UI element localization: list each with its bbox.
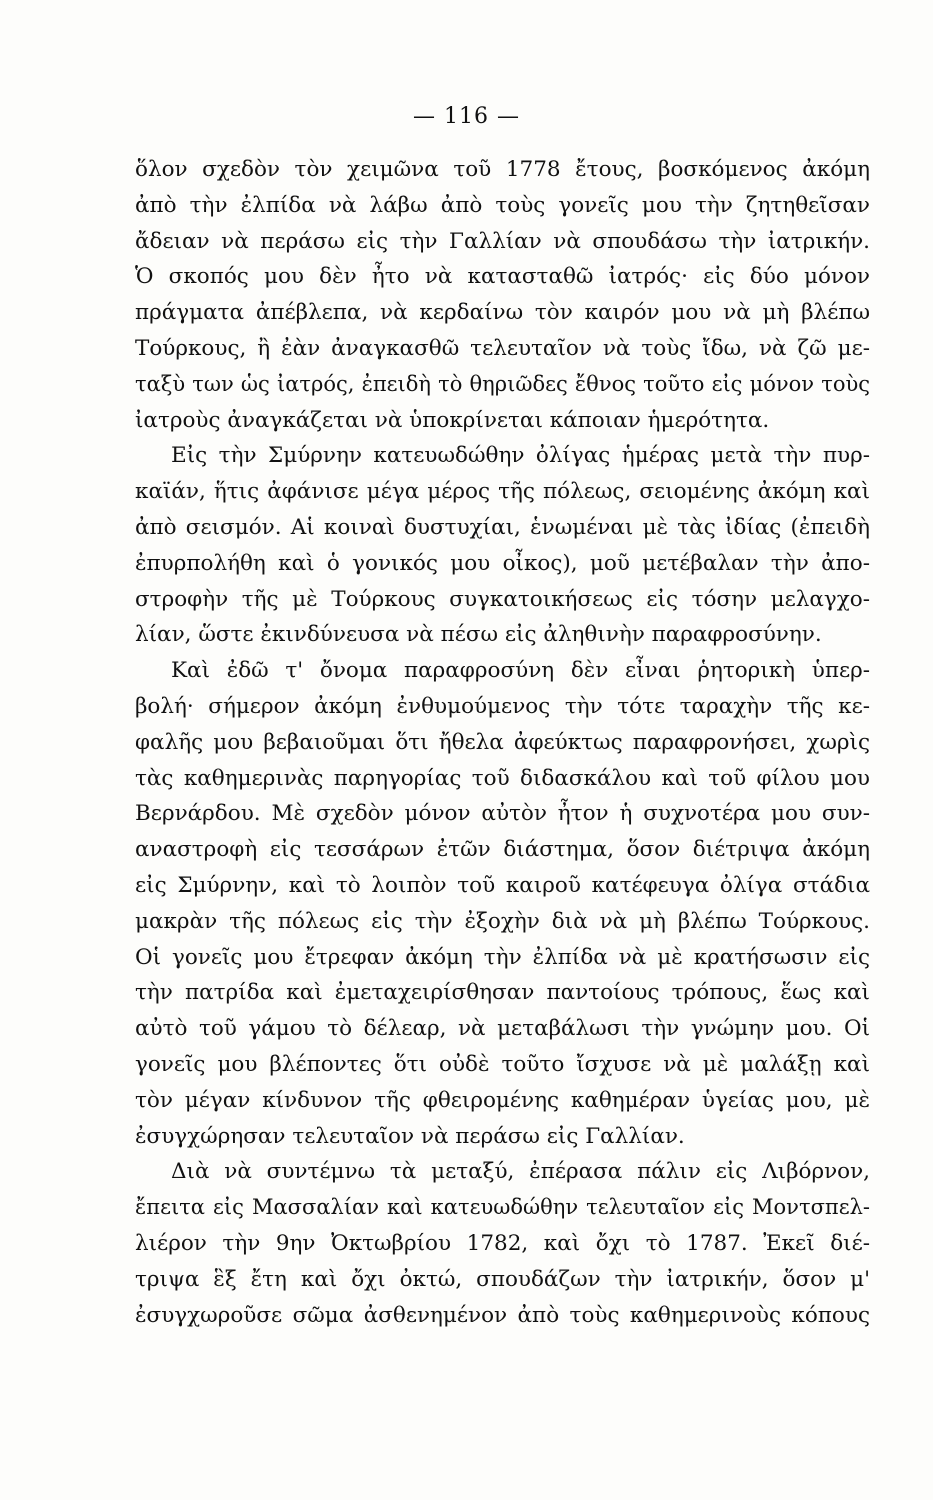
text-line: τὸν μέγαν κίνδυνον τῆς φθειρομένης καθημέραν ὑγείας μου, μὲ (135, 1087, 870, 1113)
text-line: Ὁ σκοπός μου δὲν ἦτο νὰ κατασταθῶ ἰατρός· εἰς δύο μόνον (135, 264, 870, 290)
text-line: ἐπυρπολήθη καὶ ὁ γονικός μου οἶκος), μοῦ μετέβαλαν τὴν ἀπο- (135, 550, 870, 576)
text-line: καϊάν, ἥτις ἀφάνισε μέγα μέρος τῆς πόλεως, σειομένης ἀκόμη καὶ (135, 479, 870, 505)
text-line: ἔπειτα εἰς Μασσαλίαν καὶ κατευωδώθην τελευταῖον εἰς Μοντσπελ- (135, 1195, 870, 1220)
text-line: Εἰς τὴν Σμύρνην κατευωδώθην ὀλίγας ἡμέρας μετὰ τὴν πυρ- (171, 443, 870, 469)
text-line: λίαν, ὥστε ἐκινδύνευσα νὰ πέσω εἰς ἀληθινὴν παραφροσύνην. (135, 622, 822, 648)
text-line: Διὰ νὰ συντέμνω τὰ μεταξύ, ἐπέρασα πάλιν εἰς Λιβόρνον, (171, 1159, 870, 1185)
text-line: Τούρκους, ἢ ἐὰν ἀναγκασθῶ τελευταῖον νὰ τοὺς ἴδω, νὰ ζῶ με- (135, 335, 870, 361)
text-line: ἄδειαν νὰ περάσω εἰς τὴν Γαλλίαν νὰ σπουδάσω τὴν ἰατρικήν. (135, 228, 870, 254)
page-number: — 116 — (413, 104, 520, 129)
text-line: πράγματα ἀπέβλεπα, νὰ κερδαίνω τὸν καιρόν μου νὰ μὴ βλέπω (135, 300, 870, 326)
text-line: στροφὴν τῆς μὲ Τούρκους συγκατοικήσεως εἰς τόσην μελαγχο- (135, 586, 870, 612)
body-text (135, 152, 870, 1333)
text-line: ἐσυγχωροῦσε σῶμα ἀσθενημένον ἀπὸ τοὺς καθημερινοὺς κόπους (135, 1302, 870, 1328)
text-line: γονεῖς μου βλέποντες ὅτι οὐδὲ τοῦτο ἴσχυσε νὰ μὲ μαλάξῃ καὶ (135, 1051, 870, 1077)
text-line: εἰς Σμύρνην, καὶ τὸ λοιπὸν τοῦ καιροῦ κατέφευγα ὀλίγα στάδια (135, 872, 870, 898)
text-line: τὴν πατρίδα καὶ ἐμεταχειρίσθησαν παντοίους τρόπους, ἕως καὶ (135, 980, 870, 1006)
text-line: Βερνάρδου. Μὲ σχεδὸν μόνον αὐτὸν ἦτον ἡ συχνοτέρα μου συν- (135, 801, 870, 827)
text-line: ἀπὸ σεισμόν. Αἱ κοιναὶ δυστυχίαι, ἑνωμέναι μὲ τὰς ἰδίας (ἐπειδὴ (135, 514, 870, 540)
text-line: ὅλον σχεδὸν τὸν χειμῶνα τοῦ 1778 ἔτους, βοσκόμενος ἀκόμη (135, 157, 870, 182)
text-line: ἰατροὺς ἀναγκάζεται νὰ ὑποκρίνεται κάποιαν ἡμερότητα. (135, 407, 770, 433)
text-line: μακρὰν τῆς πόλεως εἰς τὴν ἐξοχὴν διὰ νὰ μὴ βλέπω Τούρκους. (135, 908, 870, 934)
text-line: λιέρον τὴν 9ην Ὀκτωβρίου 1782, καὶ ὄχι τὸ 1787. Ἐκεῖ διέ- (135, 1230, 870, 1256)
text-line: αναστροφὴ εἰς τεσσάρων ἐτῶν διάστημα, ὅσον διέτριψα ἀκόμη (135, 837, 870, 863)
text-line: φαλῆς μου βεβαιοῦμαι ὅτι ἤθελα ἀφεύκτως παραφρονήσει, χωρὶς (135, 729, 870, 755)
text-line: ἐσυγχώρησαν τελευταῖον νὰ περάσω εἰς Γαλλίαν. (135, 1123, 685, 1149)
text-line: Οἱ γονεῖς μου ἔτρεφαν ἀκόμη τὴν ἐλπίδα νὰ μὲ κρατήσωσιν εἰς (135, 944, 870, 970)
text-line: ταξὺ των ὡς ἰατρός, ἐπειδὴ τὸ θηριῶδες ἔθνος τοῦτο εἰς μόνον τοὺς (135, 371, 870, 396)
text-line: τὰς καθημερινὰς παρηγορίας τοῦ διδασκάλου καὶ τοῦ φίλου μου (135, 765, 870, 791)
text-line: Καὶ ἐδῶ τ' ὄνομα παραφροσύνη δὲν εἶναι ῥητορικὴ ὑπερ- (171, 658, 870, 684)
text-line: αὐτὸ τοῦ γάμου τὸ δέλεαρ, νὰ μεταβάλωσι τὴν γνώμην μου. Οἱ (135, 1016, 870, 1042)
text-line: ἀπὸ τὴν ἐλπίδα νὰ λάβω ἀπὸ τοὺς γονεῖς μου τὴν ζητηθεῖσαν (135, 192, 870, 218)
text-line: τριψα ἓξ ἔτη καὶ ὄχι ὀκτώ, σπουδάζων τὴν ἰατρικήν, ὅσον μ' (135, 1266, 870, 1292)
text-line: βολή· σήμερον ἀκόμη ἐνθυμούμενος τὴν τότε ταραχὴν τῆς κε- (135, 693, 870, 719)
